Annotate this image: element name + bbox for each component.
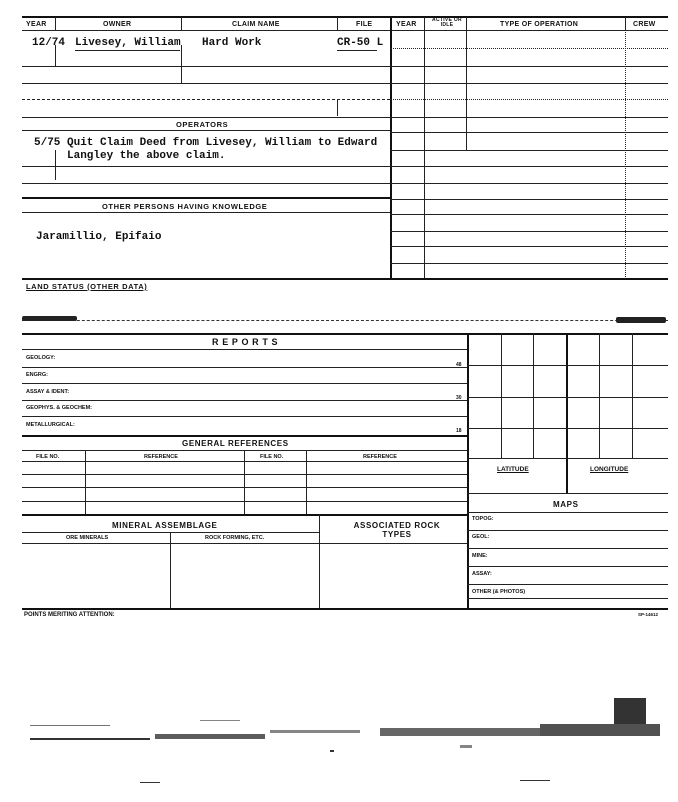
operators-line-1: 5/75 Quit Claim Deed from Livesey, William to Edward [34,137,378,149]
col-sep [55,45,56,67]
header-claim-name: CLAIM NAME [232,21,280,28]
grid-v [566,333,568,493]
maps-line [467,548,668,549]
points-meriting-label: POINTS MERITING ATTENTION: [24,612,115,618]
col-sep [424,17,425,30]
right-row-line [390,83,668,84]
claim-file: CR-50 L [337,37,384,49]
header-bottom-line [22,30,668,31]
claim-owner: Livesey, William [75,37,181,49]
row-line [22,183,390,184]
col-sep [337,17,338,30]
right-row-line [390,150,668,151]
gr-col-reference: REFERENCE [144,454,178,460]
report-label-engrg: ENGRG: [26,372,48,378]
gr-line [22,474,467,475]
gr-col-reference-2: REFERENCE [363,454,397,460]
bottom-border [22,608,668,610]
coords-line [467,493,668,494]
scan-noise [0,690,678,802]
operators-line-2: Langley the above claim. [67,150,226,162]
report-num: 48 [456,362,462,368]
maps-line [467,598,668,599]
row-line [22,66,390,67]
col-sep [625,17,626,30]
gr-col-sep [244,450,245,514]
report-label-geology: GEOLOGY: [26,355,56,361]
report-line [22,400,467,401]
row-line [22,197,390,199]
maps-line [467,584,668,585]
header-type-of-operation: TYPE OF OPERATION [500,21,579,28]
maps-title: MAPS [553,500,579,509]
header-crew: CREW [633,21,656,28]
claim-name: Hard Work [202,37,262,49]
other-persons-name: Jaramillio, Epifaio [36,231,162,243]
col-sep [55,17,56,30]
grid-v [599,333,600,458]
grid-h [467,397,668,398]
row-line [22,166,390,167]
report-label-assay: ASSAY & IDENT: [26,389,70,395]
col-sep [55,150,56,180]
right-row-line [390,117,668,118]
top-border [22,16,668,18]
report-label-geophys: GEOPHYS. & GEOCHEM: [26,405,93,411]
gr-line [22,501,467,502]
divider-dashed [22,320,668,321]
row-line [22,99,390,100]
row-line [22,117,390,118]
maps-geol: GEOL: [472,534,490,540]
right-row-line [390,99,668,100]
mineral-col-sep [319,514,320,608]
report-line [22,383,467,384]
right-row-line [390,183,668,184]
smudge [22,316,77,321]
col-sep [181,45,182,83]
gr-line [22,487,467,488]
maps-line [467,530,668,531]
report-line [22,416,467,417]
reports-right-divider [467,333,469,609]
col-sep-crew [625,30,626,279]
owner-underline [75,50,180,51]
mineral-assemblage-title: MINERAL ASSEMBLAGE [112,521,218,530]
gr-col-sep [85,450,86,514]
right-row-line [390,246,668,247]
header-active-idle: ACTIVE OR IDLE [432,17,462,28]
maps-mine: MINE: [472,553,488,559]
reports-top-border [22,333,668,335]
associated-rock-types: ASSOCIATED ROCK TYPES [353,521,441,539]
land-status-label: LAND STATUS (OTHER DATA) [26,282,148,291]
header-owner: OWNER [103,21,132,28]
row-line [22,83,390,84]
maps-assay: ASSAY: [472,571,492,577]
grid-v [501,333,502,458]
gr-line [22,514,467,516]
gr-col-sep [306,450,307,514]
report-num: 18 [456,428,462,434]
other-persons-title: OTHER PERSONS HAVING KNOWLEDGE [102,202,268,211]
col-sep-active [424,30,425,279]
report-line [22,367,467,368]
col-sep [466,17,467,30]
report-line [22,435,467,437]
smudge [616,317,666,323]
operators-title: OPERATORS [176,120,229,129]
longitude-label: LONGITUDE [590,466,629,473]
maps-line [467,566,668,567]
other-persons-header-line [22,212,390,213]
header-year-2: YEAR [396,21,417,28]
header-year: YEAR [26,21,47,28]
right-row-line [390,166,668,167]
report-label-metallurgical: METALLURGICAL: [26,422,75,428]
grid-h [467,428,668,429]
mineral-col-sep [170,532,171,608]
section-bottom-line [22,278,668,280]
operators-header-line [22,130,390,131]
reports-header-line [22,349,467,350]
maps-line [467,512,668,513]
right-row-line [390,263,668,264]
right-row-line [390,66,668,67]
grid-v [533,333,534,458]
gr-col-file-no-2: FILE NO. [260,454,284,460]
mineral-subheader-line [22,543,467,544]
claim-year: 12/74 [32,37,66,49]
report-num: 30 [456,395,462,401]
gr-col-file-no: FILE NO. [36,454,60,460]
right-row-line [390,199,668,200]
grid-h [467,365,668,366]
reports-title: R E P O R T S [212,337,279,347]
form-code: SP-14612 [638,612,659,617]
main-vertical-divider [390,16,392,279]
right-row-line [390,132,668,133]
file-underline [337,50,377,51]
header-file: FILE [356,21,373,28]
rock-forming-label: ROCK FORMING, ETC. [205,535,265,541]
right-row-line [390,214,668,215]
col-sep [181,17,182,30]
gr-line [22,461,467,462]
ore-minerals-label: ORE MINERALS [66,535,109,541]
maps-topog: TOPOG: [472,516,494,522]
col-sep [337,100,338,116]
right-row-line [390,48,668,49]
right-row-line [390,231,668,232]
latitude-label: LATITUDE [497,466,529,473]
grid-h [467,458,668,459]
general-references-title: GENERAL REFERENCES [182,439,289,448]
maps-other: OTHER (& PHOTOS) [472,589,526,595]
grid-v [632,333,633,458]
